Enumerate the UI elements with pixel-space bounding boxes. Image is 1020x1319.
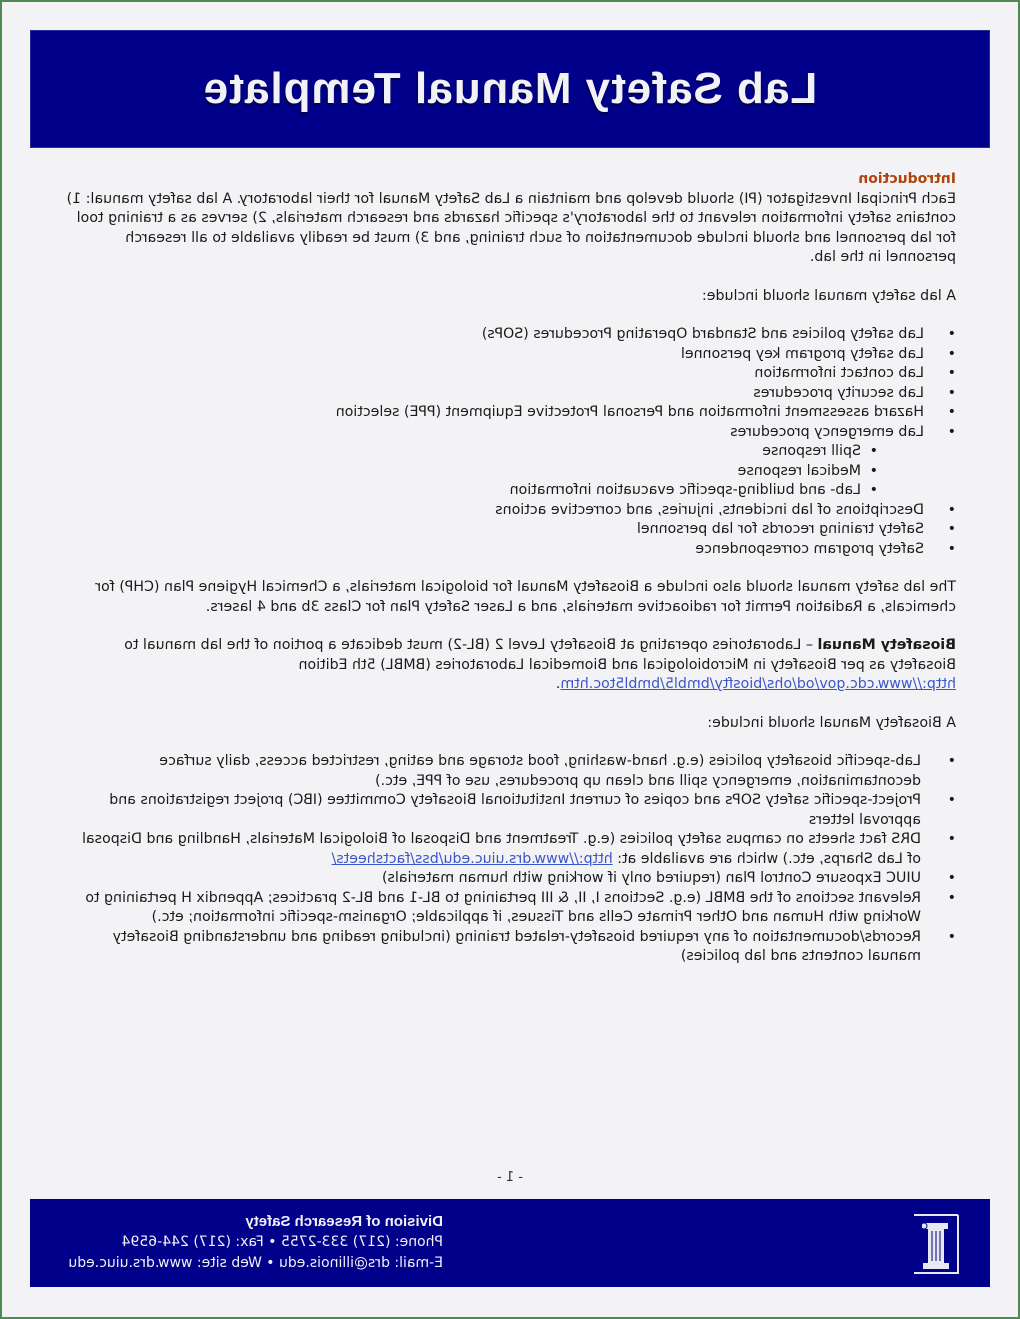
- introduction-paragraph: Each Principal Investigator (PI) should develop and maintain a Lab Safety Manual for their laboratory. A lab safety manual: 1) contains safety information relevant to the laboratory's specific hazards and research materials, 2) serves as a training tool for lab personnel and should include documentation of such training, and 3) must be readily available to all research personnel in the lab.: [66, 190, 956, 265]
- introduction-heading: Introduction: [858, 171, 956, 187]
- list-item: • Records/documentation of any required biosafety-related training (including reading and understanding Biosafety manual contents and lab policies): [64, 928, 956, 967]
- list-item: • Safety training records for lab personnel: [64, 520, 956, 540]
- list-item: • Project-specific safety SOPs and copies of current Institutional Biosafety Committee (IBC) project registrations and approval letters: [64, 791, 956, 830]
- footer-organization: Division of Research Safety: [245, 1213, 443, 1230]
- list-item: • Relevant sections of the BMBL (e.g. Sections I, II, & III pertaining to BL-1 and BL-2 practices; Appendix H pertaining to Working with Human and Other Primate Cells and Tissues, if applicable; Organism-specific information; etc.): [64, 889, 956, 928]
- page-number: - 1 -: [497, 1170, 523, 1185]
- additional-plans-paragraph: The lab safety manual should also include a Biosafety Manual for biological materials, a Chemical Hygiene Plan (CHP) for chemicals, a Radiation Permit for radioactive materials, and a Laser Safety Plan for Class 3b and 4 lasers.: [95, 579, 956, 615]
- illinois-column-logo-icon: [912, 1213, 960, 1275]
- emergency-procedures-sublist: [64, 442, 956, 501]
- lab-manual-requirements-list-continued: [64, 501, 956, 560]
- list-item: • Lab safety policies and Standard Operating Procedures (SOPs): [64, 325, 956, 345]
- list-item: • Lab security procedures: [64, 384, 956, 404]
- list-item: • Lab-specific biosafety policies (e.g. hand-washing, food storage and eating, restricted access, daily surface decontamination, emergency spill and clean up procedures, use of PPE, etc.): [64, 752, 956, 791]
- footer-band: [30, 1199, 990, 1287]
- list-item: • Lab safety program key personnel: [64, 345, 956, 365]
- biosafety-list-intro: A Biosafety Manual should include:: [707, 714, 956, 731]
- list-item: • Lab contact information: [64, 364, 956, 384]
- sublist-item: • Lab- and building-specific evacuation information: [64, 481, 956, 501]
- header-banner: [30, 30, 990, 148]
- biosafety-paragraph: Biosafety Manual – Laboratories operating at Biosafety Level 2 (BL-2) must dedicate a portion of the lab manual to Biosafety as per Biosafety in Microbiological and Biomedical Laboratories (BMBL) 5th Edition http://www.cdc.gov/od/ohs/biosfty/bmbl5/bmbl5toc.htm.: [124, 637, 956, 692]
- footer-phone-fax: Phone: (217) 333-2755 • Fax: (217) 244-6594: [121, 1234, 443, 1250]
- drs-factsheets-link[interactable]: http://www.drs.uiuc.edu/bss/factsheets/: [331, 850, 613, 867]
- sublist-item: • Spill response: [64, 442, 956, 462]
- lab-manual-list-intro: A lab safety manual should include:: [702, 287, 956, 304]
- sublist-item: • Medical response: [64, 462, 956, 482]
- footer-email-website: E-mail: drs@illinois.edu • Web site: www.drs.uiuc.edu: [68, 1255, 443, 1271]
- list-item: • DRS fact sheets on campus safety policies (e.g. Treatment and Disposal of Biological Materials, Handling and Disposal of Lab Sharps, etc.) which are available at: http://www.drs.uiuc.edu/bss/factsheets/: [64, 830, 956, 869]
- list-item: • Hazard assessment information and Personal Protective Equipment (PPE) selection: [64, 403, 956, 423]
- biosafety-heading: Biosafety Manual: [817, 637, 956, 653]
- biosafety-requirements-list: [64, 752, 956, 967]
- document-body: [64, 170, 956, 967]
- list-item: • UIUC Exposure Control Plan (required only if working with human materials): [64, 869, 956, 889]
- lab-manual-requirements-list: [64, 325, 956, 442]
- bmbl-link[interactable]: http://www.cdc.gov/od/ohs/biosfty/bmbl5/bmbl5toc.htm: [560, 676, 956, 692]
- list-item: • Descriptions of lab incidents, injuries, and corrective actions: [64, 501, 956, 521]
- biosafety-text: – Laboratories operating at Biosafety Level 2 (BL-2) must dedicate a portion of the lab manual to Biosafety as per Biosafety in Microbiological and Biomedical Laboratories (BMBL) 5th Edition: [124, 637, 956, 673]
- document-title: Lab Safety Manual Template: [202, 64, 818, 113]
- list-item: • Safety program correspondence: [64, 540, 956, 560]
- footer-contact: [68, 1211, 443, 1274]
- list-item: • Lab emergency procedures: [64, 423, 956, 443]
